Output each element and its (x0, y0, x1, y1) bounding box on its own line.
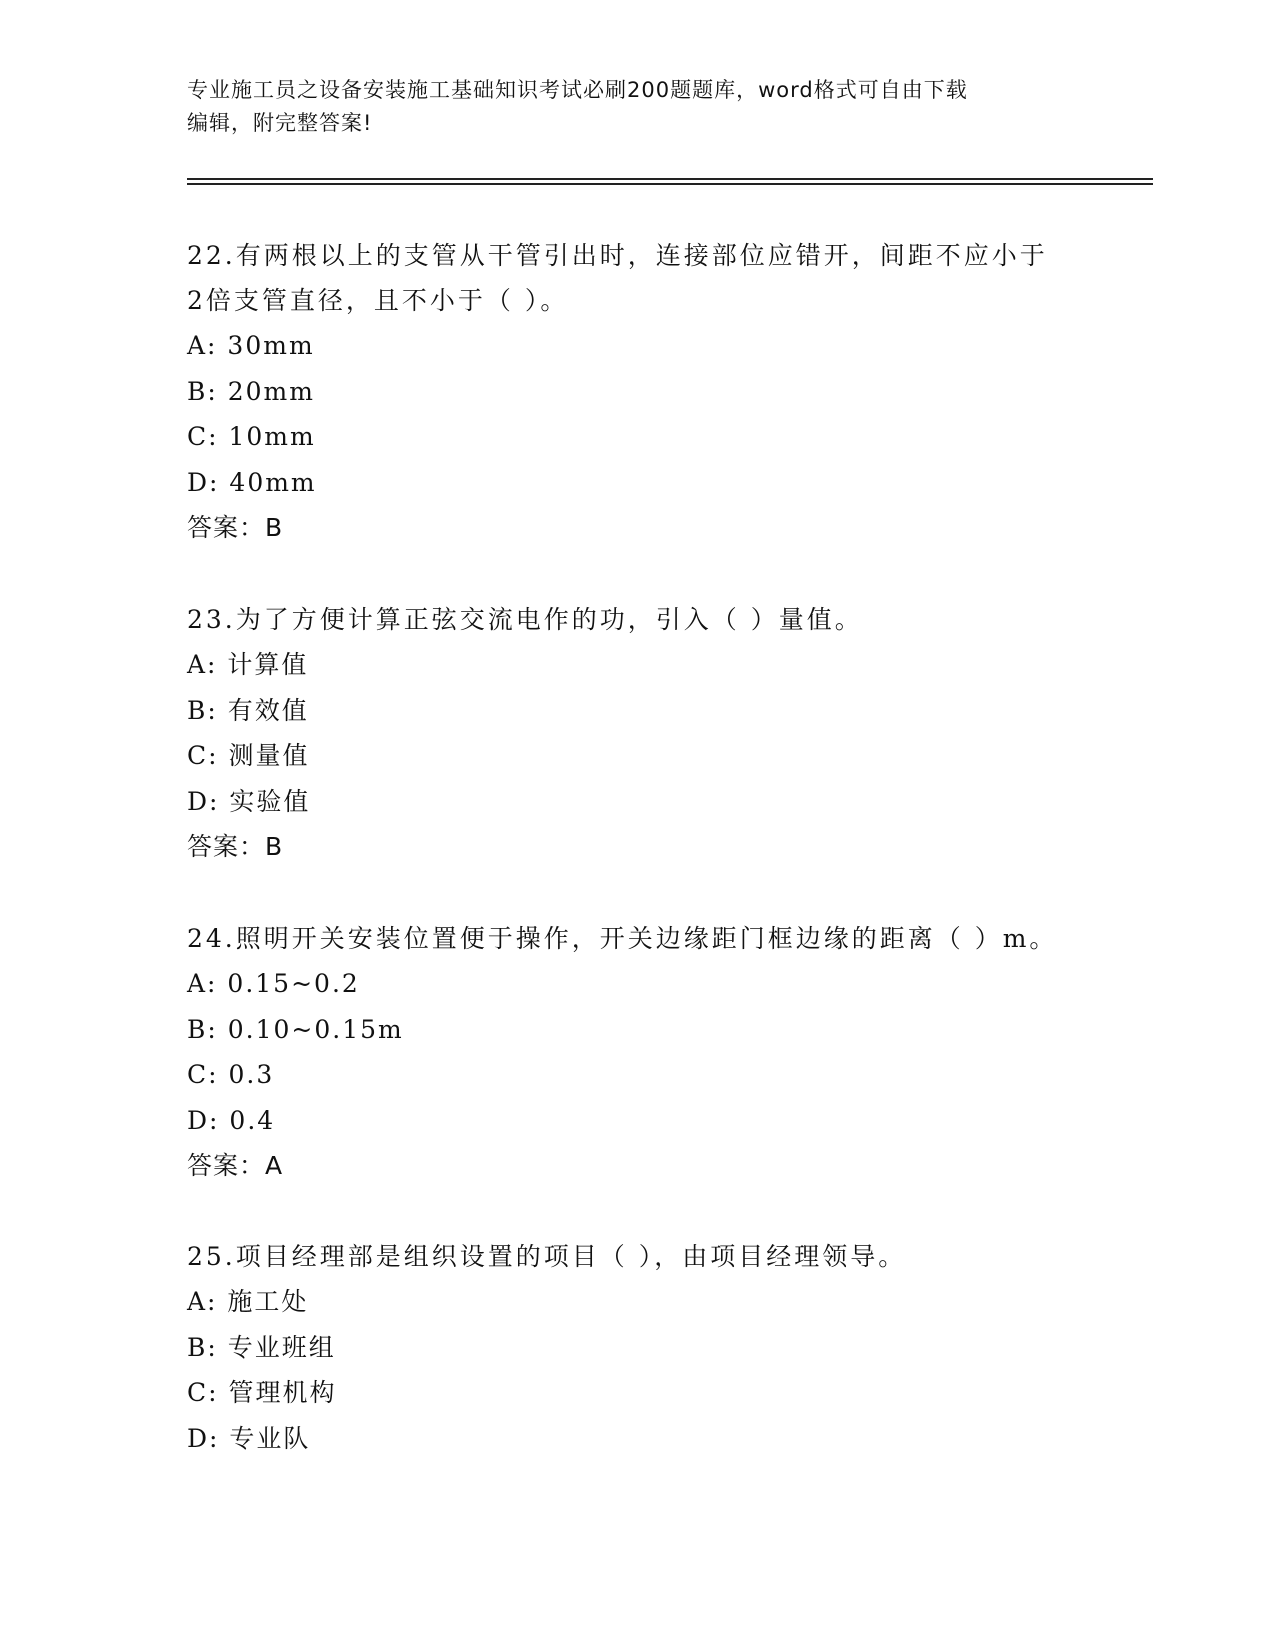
question-stem-continued: 2倍支管直径，且不小于（ ）。 (187, 286, 569, 315)
question-stem: 24.照明开关安装位置便于操作，开关边缘距门框边缘的距离（ ）m。 (187, 924, 1058, 953)
question-22 (187, 233, 1087, 551)
header-divider-bottom (187, 183, 1153, 185)
option-a: A: 施工处 (187, 1287, 309, 1316)
header-title-line-2: 编辑，附完整答案! (187, 111, 373, 135)
option-d: D: 0.4 (187, 1105, 276, 1135)
option-c: C: 10mm (187, 422, 316, 451)
option-d: D: 40mm (187, 467, 317, 497)
option-c: C: 0.3 (187, 1060, 275, 1089)
option-b: B: 20mm (187, 376, 315, 406)
question-stem: 23.为了方便计算正弦交流电作的功，引入（ ）量值。 (187, 605, 863, 634)
option-d: D: 专业队 (187, 1423, 311, 1453)
option-d: D: 实验值 (187, 786, 311, 816)
option-b: B: 专业班组 (187, 1332, 336, 1362)
answer-line: 答案：A (187, 1151, 284, 1180)
header-divider-top (187, 178, 1153, 180)
document-header (187, 74, 1067, 140)
question-25 (187, 1234, 1087, 1461)
option-a: A: 0.15~0.2 (187, 969, 360, 998)
option-c: C: 管理机构 (187, 1378, 337, 1407)
option-c: C: 测量值 (187, 741, 310, 770)
question-24 (187, 916, 1087, 1189)
question-stem: 25.项目经理部是组织设置的项目（ ），由项目经理领导。 (187, 1242, 907, 1271)
option-b: B: 有效值 (187, 695, 309, 725)
option-a: A: 30mm (187, 331, 315, 360)
option-a: A: 计算值 (187, 650, 309, 679)
question-stem: 22.有两根以上的支管从干管引出时，连接部位应错开，间距不应小于 (187, 241, 1048, 270)
question-23 (187, 597, 1087, 870)
answer-line: 答案：B (187, 513, 284, 542)
option-b: B: 0.10~0.15m (187, 1014, 404, 1044)
header-title-line-1: 专业施工员之设备安装施工基础知识考试必刷200题题库，word格式可自由下载 (187, 78, 968, 102)
answer-line: 答案：B (187, 832, 284, 861)
